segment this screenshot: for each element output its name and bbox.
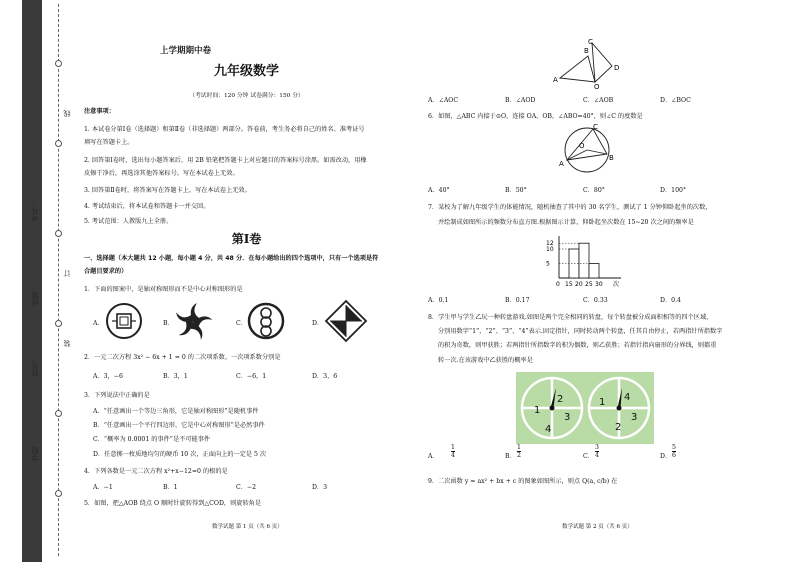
spinner-number: 3 xyxy=(631,412,638,423)
page-title: 九年级数学 xyxy=(213,64,279,79)
coin-pattern-figure xyxy=(104,301,144,341)
q3-option-d: D．任意掷一枚质地均匀的硬币 10 次，正面向上的一定是 5 次 xyxy=(93,451,267,458)
histogram-bar xyxy=(589,264,599,279)
q6-option-a: A．40° xyxy=(428,187,450,194)
q5-option-c: C．∠AOB xyxy=(583,97,614,104)
q8-option-c: C． xyxy=(583,453,594,460)
notes-heading: 注意事项： xyxy=(84,108,115,115)
q2-option-a: A．3，−6 xyxy=(93,373,123,380)
q2-option-d: D．3，6 xyxy=(312,373,338,380)
q4-option-d: D．3 xyxy=(312,484,328,491)
question-3: 3．下列说法中正确的是 xyxy=(84,392,150,399)
q3-option-a: A．“任意画出一个等边三角形，它是轴对称图形”是随机事件 xyxy=(93,408,259,415)
spinner-number: 2 xyxy=(615,422,622,433)
binding-line xyxy=(58,4,59,556)
section-heading: 一、选择题（本大题共 12 小题，每小题 4 分，共 48 分．在每小题给出的四个选项中，只有一个选项是符 xyxy=(84,255,379,262)
q7-option-c: C．0.33 xyxy=(583,297,608,304)
note-line: 5. 考试范围：人教版九上全册。 xyxy=(84,218,173,225)
q3-option-c: C．“概率为 0.0001 的事件”是不可能事件 xyxy=(93,436,211,443)
q6-option-d: D．100° xyxy=(660,187,687,194)
question-8-line3: 的积为奇数，则甲获胜；若两指针所指数字的积为偶数，则乙获胜；若指针指向扇形的分界线，则都重 xyxy=(438,342,717,349)
q1-option-b: B． xyxy=(163,320,174,327)
fraction: 5 6 xyxy=(672,444,676,460)
y-tick-label: 12 xyxy=(546,240,554,248)
binding-dot xyxy=(55,60,62,67)
q5-label: A xyxy=(553,76,558,84)
question-8-line2: 分别用数字“1”、“2”、“3”、“4”表示.固定指针，同时转动两个转盘，任其自由停止，若两指针所指数字 xyxy=(438,328,723,335)
binding-dot xyxy=(55,230,62,237)
spinners-figure xyxy=(516,372,654,444)
x-tick-label: 0 xyxy=(556,281,560,288)
question-8-line1: 8．学生甲与学生乙玩一种转盘游戏.如图是两个完全相同的转盘，每个转盘被分成面积相等的四个区域， xyxy=(428,314,713,321)
fraction: 1 4 xyxy=(451,444,455,460)
histogram-bar xyxy=(579,243,589,278)
class-label: 班级： xyxy=(31,285,39,306)
page-footer-right: 数学试题 第 2 页（共 6 页） xyxy=(562,524,633,530)
q6-option-b: B．50° xyxy=(505,187,527,194)
note-line: 2. 回答第Ⅰ卷时，选出每小题答案后，用 2B 铅笔把答题卡上对应题目的答案标号涂黑。如需改动，用橡 xyxy=(84,157,367,164)
y-tick-label: 5 xyxy=(546,260,550,268)
q7-option-a: A．0.1 xyxy=(428,297,449,304)
q5-label: C xyxy=(588,38,593,46)
question-2: 2．一元二次方程 3x² − 6x + 1 = 0 的二次项系数、一次项系数分别是 xyxy=(84,354,281,361)
question-9: 9．二次函数 y = ax² + bx + c 的图象如图所示，则点 Q(a, c/b) 在 xyxy=(428,478,618,485)
note-line: 皮擦干净后，再选涂其他答案标号。写在本试卷上无效。 xyxy=(84,170,239,177)
section-heading: 合题目要求的） xyxy=(84,268,128,275)
x-tick-label: 20 xyxy=(575,281,583,288)
q7-option-b: B．0.17 xyxy=(505,297,530,304)
q7-option-d: D．0.4 xyxy=(660,297,681,304)
page-footer-left: 数学试题 第 1 页（共 6 页） xyxy=(212,524,283,530)
spinner-number: 4 xyxy=(624,392,631,403)
frequency-histogram xyxy=(545,234,635,290)
q8-option-d: D． xyxy=(660,453,672,460)
question-5: 5．如图，把△AOB 绕点 O 顺时针旋转得到△COD，则旋转角是 xyxy=(84,500,262,507)
fraction: 1 2 xyxy=(517,444,521,460)
note-line: 3. 回答第Ⅱ卷时，将答案写在答题卡上。写在本试卷上无效。 xyxy=(84,187,251,194)
q6-label: B xyxy=(609,154,614,162)
exam-subtitle: （考试时间：120 分钟 试卷满分：150 分） xyxy=(189,93,304,99)
question-6: 6．如图，△ABC 内接于⊙O，连接 OA、OB，∠ABO=40°，则∠C 的度数是 xyxy=(428,113,643,120)
q5-option-b: B．∠AOD xyxy=(505,97,536,104)
x-tick-label: 15 xyxy=(565,281,573,288)
q8-option-a: A． xyxy=(428,453,439,460)
part-title: 第Ⅰ卷 xyxy=(231,232,262,246)
q1-option-a: A． xyxy=(93,320,104,327)
seal-char: 订 xyxy=(63,270,71,277)
spinner-number: 4 xyxy=(545,424,552,435)
x-tick-label: 30 xyxy=(595,281,603,288)
x-tick-label: 25 xyxy=(585,281,593,288)
name-label: 姓名： xyxy=(31,355,39,376)
binding-dot xyxy=(55,410,62,417)
q2-option-c: C．−6，1 xyxy=(236,373,267,380)
q4-option-a: A．−1 xyxy=(93,484,113,491)
pinwheel-figure xyxy=(172,301,214,343)
q2-option-b: B．3，1 xyxy=(163,373,188,380)
x-unit-label: 次 xyxy=(613,281,620,288)
q5-label: D xyxy=(614,64,620,72)
seal-char: 线 xyxy=(63,110,71,117)
question-7-line1: 7．某校为了解九年级学生的体能情况，随机抽查了其中的 30 名学生，测试了 1 分钟仰卧起坐的次数， xyxy=(428,204,712,211)
question-8-line4: 转一次.在该游戏中乙获胜的概率是 xyxy=(438,357,533,364)
y-tick-label: 10 xyxy=(546,246,554,253)
q5-label: B xyxy=(584,47,589,55)
q5-label: O xyxy=(594,83,600,90)
binding-dot xyxy=(55,140,62,147)
binding-dot xyxy=(55,490,62,497)
binding-dot xyxy=(55,320,62,327)
exam-type: 上学期期中卷 xyxy=(160,46,212,56)
note-line: 填写在答题卡上。 xyxy=(84,139,134,146)
spinner-number: 1 xyxy=(599,397,606,408)
q4-option-b: B．1 xyxy=(163,484,178,491)
question-7-line2: 并绘制成如图所示的频数分布直方图.根据图示计算，仰卧起坐次数在 15~20 次之间的频率是 xyxy=(438,219,694,226)
q1-option-d: D． xyxy=(312,320,324,327)
spinner-number: 2 xyxy=(557,394,564,405)
question-4: 4．下列各数是一元二次方程 x²+x−12=0 的根的是 xyxy=(84,468,228,475)
fraction: 3 4 xyxy=(595,444,599,460)
q5-option-d: D．∠BOC xyxy=(660,97,691,104)
rotation-figure xyxy=(550,38,630,90)
q6-label: C xyxy=(593,124,598,131)
diamond-figure xyxy=(324,299,368,343)
note-line: 1. 本试卷分第Ⅰ卷（选择题）和第Ⅱ卷（非选择题）两部分。答卷前，考生务必将自己的姓名、准考证号 xyxy=(84,126,365,133)
binding-gutter xyxy=(22,0,42,562)
note-line: 4. 考试结束后，将本试卷和答题卡一并交回。 xyxy=(84,203,210,210)
circle-figure xyxy=(553,124,623,180)
spinner-number: 3 xyxy=(564,412,571,423)
q3-option-b: B．“任意画出一个平行四边形，它是中心对称图形”是必然事件 xyxy=(93,422,265,429)
spinner-number: 1 xyxy=(534,405,541,416)
stacked-circles-figure xyxy=(246,301,286,341)
q6-label: O xyxy=(579,142,585,150)
number-label: 考号： xyxy=(31,200,39,221)
seal-char: 装 xyxy=(63,340,71,347)
q6-label: A xyxy=(559,160,564,168)
q6-option-c: C．80° xyxy=(583,187,605,194)
q4-option-c: C．−2 xyxy=(236,484,257,491)
q1-option-c: C． xyxy=(236,320,247,327)
q5-option-a: A．∠AOC xyxy=(428,97,459,104)
q8-option-b: B． xyxy=(505,453,516,460)
question-1: 1．下面的图案中，是轴对称图形而不是中心对称图形的是 xyxy=(84,286,243,293)
school-label: 学校： xyxy=(31,440,39,461)
